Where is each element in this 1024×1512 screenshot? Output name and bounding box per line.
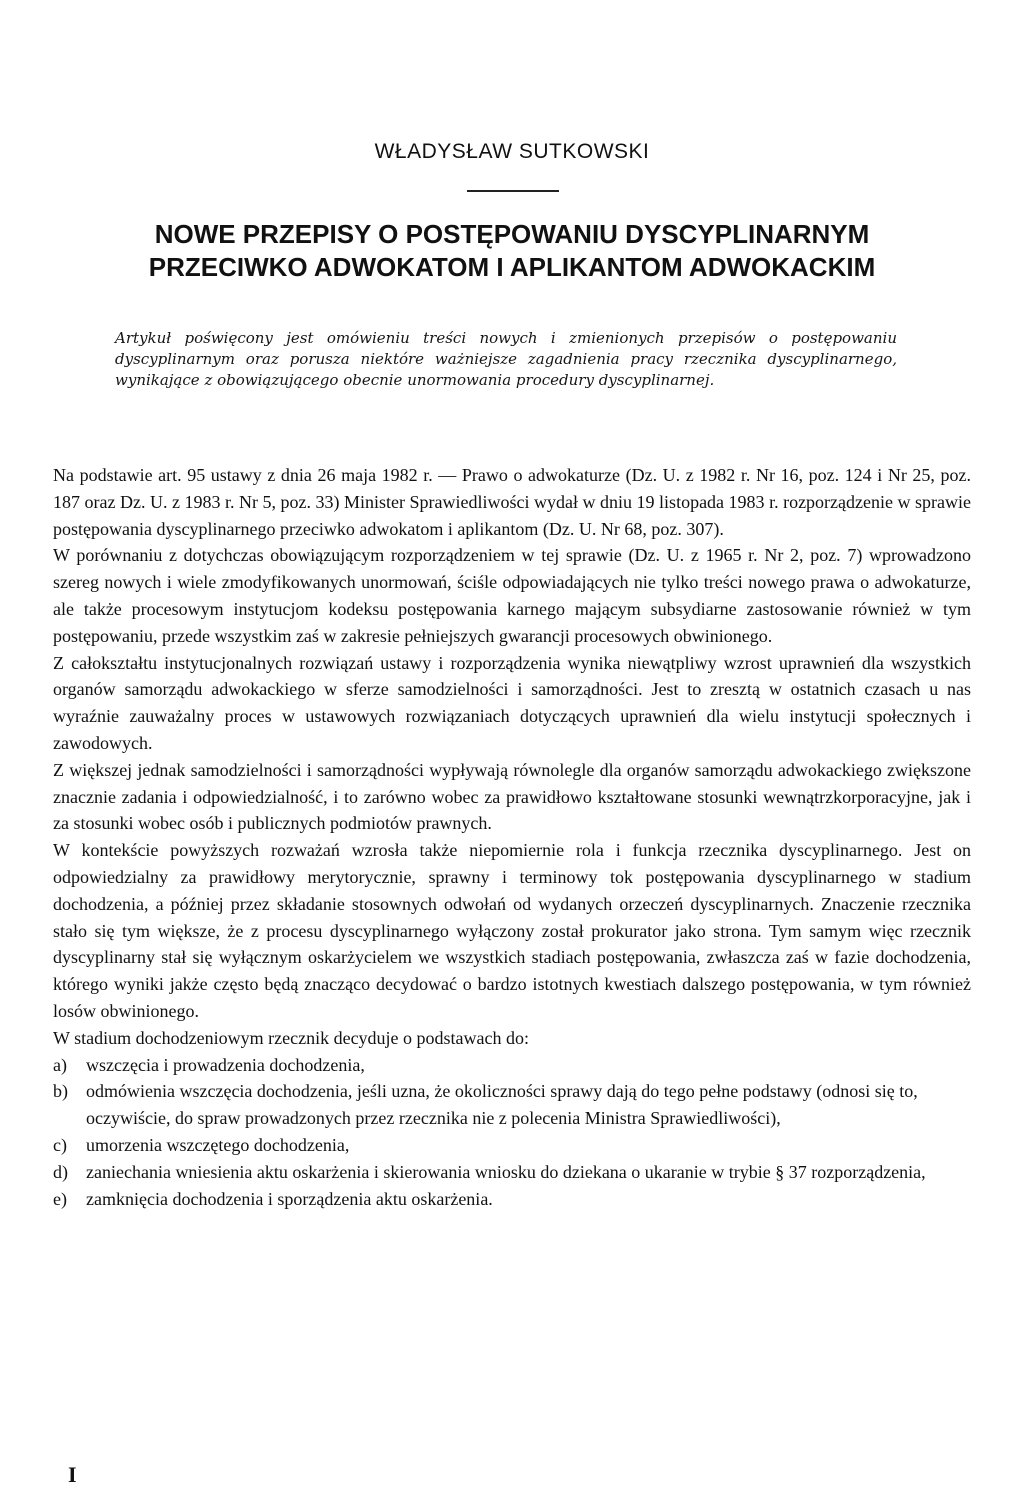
paragraph-2: W porównaniu z dotychczas obowiązującym rozporządzeniem w tej sprawie (Dz. U. z 1965 r. Nr 2, poz. 7) wprowadzono szereg nowych i wiele zmodyfikowanych unormowań, ściśle odpowiadających nie tylko treści nowego prawa o adwokaturze, ale także procesowym instytucjom kodeksu postępowania karnego mającym subsydiarne zastosowanie również w tym postępowaniu, przede wszystkim zaś w zakresie pełniejszych gwarancji procesowych obwinionego. [53,545,971,646]
list-item [53,1186,971,1213]
list-item [53,1159,971,1186]
list-marker: c) [53,1134,67,1155]
list-item-text: umorzenia wszczętego dochodzenia, [86,1134,350,1155]
list-marker: e) [53,1188,67,1209]
list-marker: b) [53,1081,68,1102]
footer-mark: I [68,1462,77,1487]
list-marker: d) [53,1161,68,1182]
title-line-1: NOWE PRZEPISY O POSTĘPOWANIU DYSCYPLINARNYM [154,219,870,249]
paragraph-6: W stadium dochodzeniowym rzecznik decyduje o podstawach do: [53,1027,530,1048]
title-divider [467,190,559,192]
list-item-text: odmówienia wszczęcia dochodzenia, jeśli uzna, że okoliczności sprawy dają do tego pełne podstawy (odnosi się to, oczywiście, do spraw prowadzonych przez rzecznika nie z polecenia Ministra Sprawiedliwości), [86,1081,918,1129]
article-body [53,462,971,1212]
list-item [53,1132,971,1159]
paragraph-5: W kontekście powyższych rozważań wzrosła także niepomiernie rola i funkcja rzecznika dyscyplinarnego. Jest on odpowiedzialny za prawidłowy merytorycznie, sprawny i terminowy tok postępowania dyscyplinarnego w stadium dochodzenia, a później przez składanie stosownych odwołań od wydanych orzeczeń dyscyplinarnych. Znaczenie rzecznika stało się tym większe, że z procesu dyscyplinarnego wyłączony został prokurator jako strona. Tym samym więc rzecznik dyscyplinarny stał się wyłącznym oskarżycielem we wszystkich stadiach postępowania, zwłaszcza zaś w fazie dochodzenia, którego wyniki jakże często będą znacząco decydować o bardzo istotnych kwestiach dalszego postępowania, w tym również losów obwinionego. [53,840,971,1021]
list-item [53,1078,971,1132]
paragraph-4: Z większej jednak samodzielności i samorządności wypływają równolegle dla organów samorządu adwokackiego zwiększone znacznie zadania i odpowiedzialność, i to zarówno wobec za prawidłowo kształtowane stosunki wewnątrzkorporacyjne, jak i za stosunki wobec osób i publicznych podmiotów prawnych. [53,759,971,834]
author-name: WŁADYSŁAW SUTKOWSKI [374,140,650,163]
list-item-text: zaniechania wniesienia aktu oskarżenia i skierowania wniosku do dziekana o ukaranie w trybie § 37 rozporządzenia, [86,1161,926,1182]
title-line-2: PRZECIWKO ADWOKATOM I APLIKANTOM ADWOKACKIM [148,252,876,282]
list-item-text: wszczęcia i prowadzenia dochodzenia, [86,1054,365,1075]
list-item [53,1052,971,1079]
paragraph-3: Z całokształtu instytucjonalnych rozwiązań ustawy i rozporządzenia wynika niewątpliwy wzrost uprawnień dla wszystkich organów samorządu adwokackiego w sferze samodzielności i samorządności. Jest to zresztą w ostatnich czasach u nas wyraźnie zauważalny proces w ustawowych rozwiązaniach dotyczących uprawnień dla wielu instytucji społecznych i zawodowych. [53,652,971,753]
article-abstract: Artykuł poświęcony jest omówieniu treści nowych i zmienionych przepisów o postępowaniu dyscyplinarnym oraz porusza niektóre ważniejsze zagadnienia pracy rzecznika dyscyplinarnego, wynikające z obowiązującego obecnie unormowania procedury dyscyplinarnej. [115,329,897,389]
list-item-text: zamknięcia dochodzenia i sporządzenia aktu oskarżenia. [86,1188,493,1209]
list-marker: a) [53,1054,67,1075]
decision-list [53,1052,971,1213]
article-title [0,218,1024,284]
paragraph-1: Na podstawie art. 95 ustawy z dnia 26 maja 1982 r. — Prawo o adwokaturze (Dz. U. z 1982 r. Nr 16, poz. 124 i Nr 25, poz. 187 oraz Dz. U. z 1983 r. Nr 5, poz. 33) Minister Sprawiedliwości wydał w dniu 19 listopada 1983 r. rozporządzenie w sprawie postępowania dyscyplinarnego przeciwko adwokatom i aplikantom (Dz. U. Nr 68, poz. 307). [53,465,971,539]
